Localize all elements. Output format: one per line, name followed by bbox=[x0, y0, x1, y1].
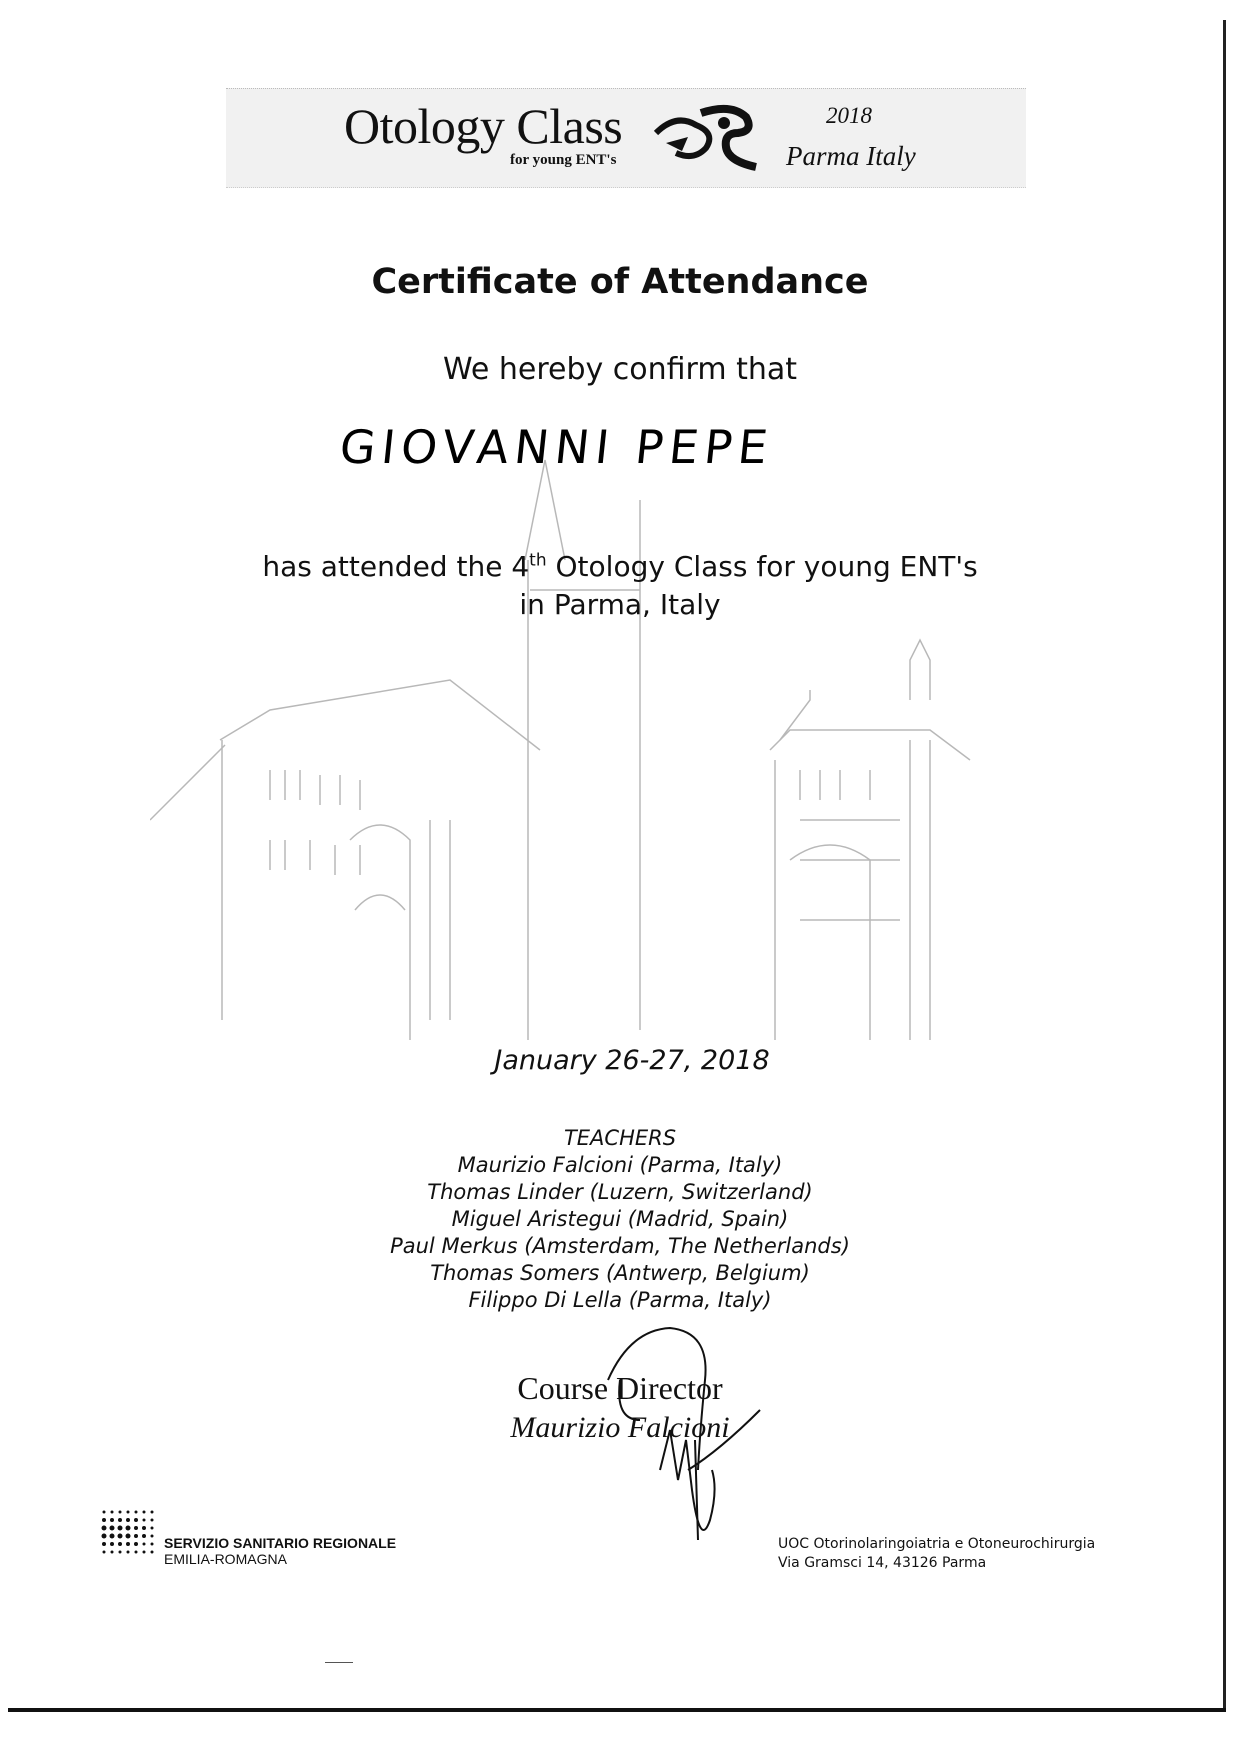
attendance-statement bbox=[0, 548, 1240, 624]
teacher-item: Paul Merkus (Amsterdam, The Netherlands) bbox=[390, 1234, 850, 1258]
attended-text-post: Otology Class for young ENT's bbox=[546, 550, 978, 583]
teacher-item: Miguel Aristegui (Madrid, Spain) bbox=[451, 1207, 789, 1231]
ssr-logo-icon bbox=[100, 1508, 156, 1560]
director-name: Maurizio Falcioni bbox=[510, 1411, 730, 1444]
teachers-section bbox=[0, 1125, 1240, 1314]
banner-title: Otology Class bbox=[344, 98, 623, 154]
teacher-item: Thomas Somers (Antwerp, Belgium) bbox=[430, 1261, 810, 1285]
teacher-item: Thomas Linder (Luzern, Switzerland) bbox=[427, 1180, 813, 1204]
scan-mark bbox=[325, 1662, 353, 1663]
certificate-title: Certificate of Attendance bbox=[371, 262, 869, 302]
attended-location: in Parma, Italy bbox=[519, 588, 721, 621]
attended-ordinal: th bbox=[529, 550, 547, 571]
banner-year: 2018 bbox=[826, 103, 872, 128]
uoc-line1: UOC Otorinolaringoiatria e Otoneurochirurgia bbox=[778, 1536, 1096, 1552]
director-role: Course Director bbox=[517, 1370, 723, 1406]
ear-logo-icon bbox=[646, 103, 766, 173]
ssr-text bbox=[164, 1535, 396, 1567]
teacher-item: Filippo Di Lella (Parma, Italy) bbox=[468, 1288, 772, 1312]
ssr-line1: SERVIZIO SANITARIO REGIONALE bbox=[164, 1535, 397, 1551]
scan-edge-right bbox=[1223, 20, 1226, 1710]
confirm-text: We hereby confirm that bbox=[442, 352, 798, 387]
header-banner bbox=[226, 88, 1026, 188]
teacher-item: Maurizio Falcioni (Parma, Italy) bbox=[457, 1153, 783, 1177]
teachers-heading: TEACHERS bbox=[563, 1126, 677, 1150]
attended-text-pre: has attended the 4 bbox=[262, 550, 530, 583]
director-signature bbox=[600, 1320, 770, 1560]
banner-place: Parma Italy bbox=[786, 141, 916, 171]
recipient-name: GIOVANNI PEPE bbox=[337, 420, 777, 474]
uoc-line2: Via Gramsci 14, 43126 Parma bbox=[778, 1555, 987, 1571]
course-date: January 26-27, 2018 bbox=[494, 1045, 770, 1076]
banner-subtitle: for young ENT's bbox=[510, 152, 617, 168]
cathedral-sketch bbox=[150, 440, 1050, 1080]
uoc-text bbox=[778, 1535, 1095, 1573]
scan-edge-bottom bbox=[8, 1708, 1226, 1712]
ssr-line2: EMILIA-ROMAGNA bbox=[164, 1551, 287, 1567]
